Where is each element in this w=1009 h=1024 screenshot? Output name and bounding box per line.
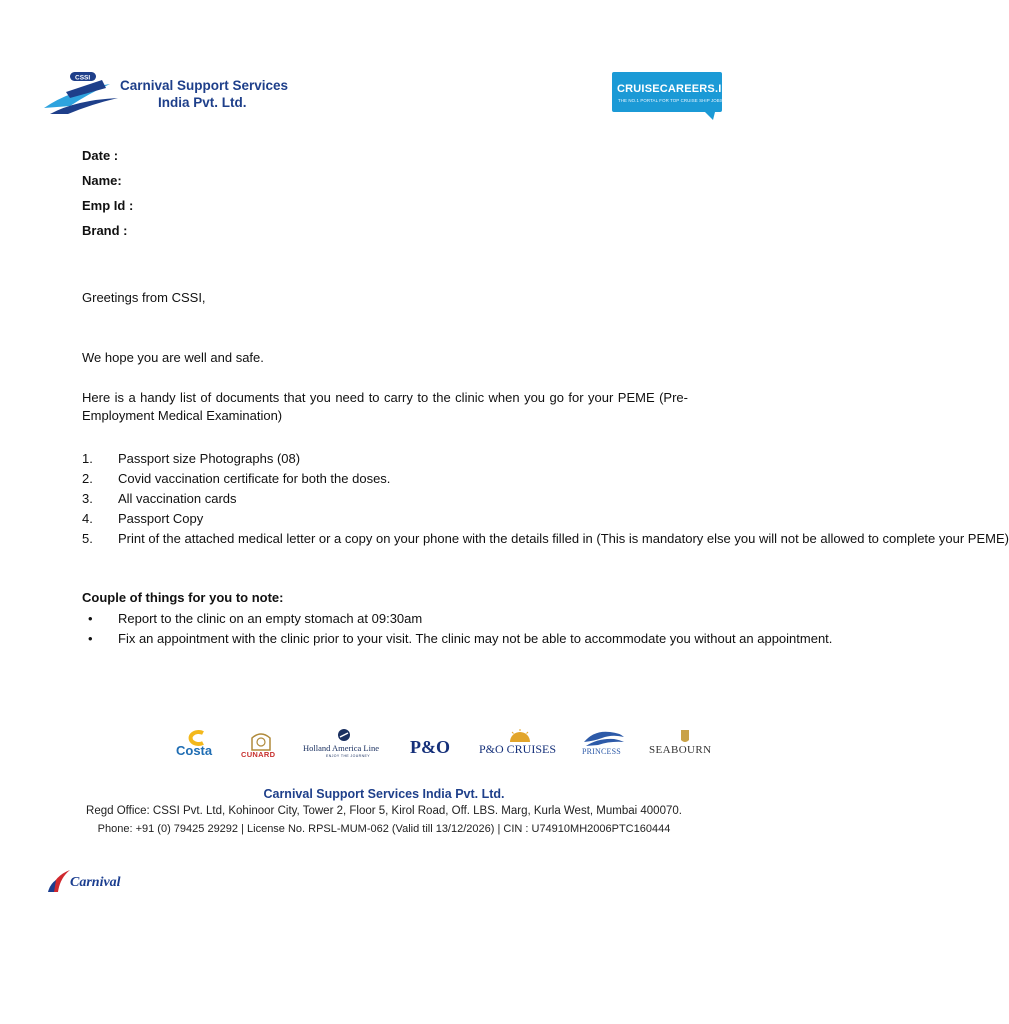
brand-field-label: Brand : xyxy=(82,223,128,238)
cruisecareers-title: CRUISECAREERS.IN xyxy=(617,83,730,95)
hope-line: We hope you are well and safe. xyxy=(82,350,264,365)
seabourn-seahorse-icon xyxy=(648,728,722,744)
footer-company-name: Carnival Support Services India Pvt. Ltd. xyxy=(263,787,505,801)
po-text: P&O xyxy=(410,737,450,757)
footer-contact: Phone: +91 (0) 79425 29292 | License No. RPSL-MUM-062 (Valid till 13/12/2026) | CIN : U74910MH2006PTC160444 xyxy=(97,823,671,835)
list-number: 5. xyxy=(82,531,93,546)
costa-logo xyxy=(175,730,219,762)
carnival-logo xyxy=(46,868,156,896)
note-item: Fix an appointment with the clinic prior to your visit. The clinic may not be able to accommodate you without an appointment. xyxy=(118,631,833,646)
costa-text: Costa xyxy=(176,743,213,758)
cssi-name-line2: India Pvt. Ltd. xyxy=(158,95,247,110)
note-item: Report to the clinic on an empty stomach at 09:30am xyxy=(118,611,423,626)
po-cruises-text: P&O CRUISES xyxy=(479,742,557,756)
po-cruises-logo xyxy=(478,728,562,760)
list-number: 2. xyxy=(82,471,93,486)
carnival-text: Carnival xyxy=(70,875,121,890)
list-item: Covid vaccination certificate for both the doses. xyxy=(118,471,391,486)
list-item: Passport Copy xyxy=(118,511,204,526)
princess-logo xyxy=(580,728,628,760)
list-item: All vaccination cards xyxy=(118,491,237,506)
cssi-badge-text: CSSI xyxy=(75,74,91,82)
cruisecareers-logo xyxy=(611,70,730,122)
holland-america-logo xyxy=(302,728,386,760)
intro-paragraph: Here is a handy list of documents that you need to carry to the clinic when you go for your PEME (Pre-Employment Medical Examination) xyxy=(82,390,688,423)
cssi-logo xyxy=(40,70,289,120)
date-field-label: Date : xyxy=(82,148,119,163)
seabourn-logo xyxy=(648,728,722,760)
cunard-logo xyxy=(240,730,282,762)
po-logo xyxy=(410,737,458,759)
list-item: Print of the attached medical letter or a copy on your phone with the details filled in (This is mandatory else you will not be allowed to complete your PEME) xyxy=(118,531,1009,546)
seabourn-text: SEABOURN xyxy=(649,744,712,756)
greeting: Greetings from CSSI, xyxy=(82,290,206,305)
list-number: 1. xyxy=(82,451,93,466)
cunard-crest-icon xyxy=(240,730,282,752)
bullet-icon: • xyxy=(88,611,93,626)
cunard-text: CUNARD xyxy=(241,750,276,759)
speech-bubble-icon xyxy=(611,70,723,122)
cssi-name-line1: Carnival Support Services xyxy=(120,78,289,93)
name-field-label: Name: xyxy=(82,173,122,188)
holland-america-ship-icon xyxy=(302,728,386,742)
carnival-funnel-icon xyxy=(46,868,72,894)
princess-text: PRINCESS xyxy=(582,747,621,756)
holland-america-tagline: ENJOY THE JOURNEY xyxy=(326,754,371,758)
list-number: 4. xyxy=(82,511,93,526)
bullet-icon: • xyxy=(88,631,93,646)
list-item: Passport size Photographs (08) xyxy=(118,451,301,466)
cruisecareers-tagline: THE NO.1 PORTAL FOR TOP CRUISE SHIP JOBS xyxy=(618,98,723,103)
list-number: 3. xyxy=(82,491,93,506)
holland-america-text: Holland America Line xyxy=(303,743,380,753)
cssi-ship-icon xyxy=(40,70,130,120)
princess-wave-icon xyxy=(580,728,628,748)
emp-id-field-label: Emp Id : xyxy=(82,198,134,213)
footer-regd-office: Regd Office: CSSI Pvt. Ltd, Kohinoor City, Tower 2, Floor 5, Kirol Road, Off. LBS. Marg, Kurla West, Mumbai 400070. xyxy=(86,805,682,817)
notes-heading: Couple of things for you to note: xyxy=(82,590,284,605)
